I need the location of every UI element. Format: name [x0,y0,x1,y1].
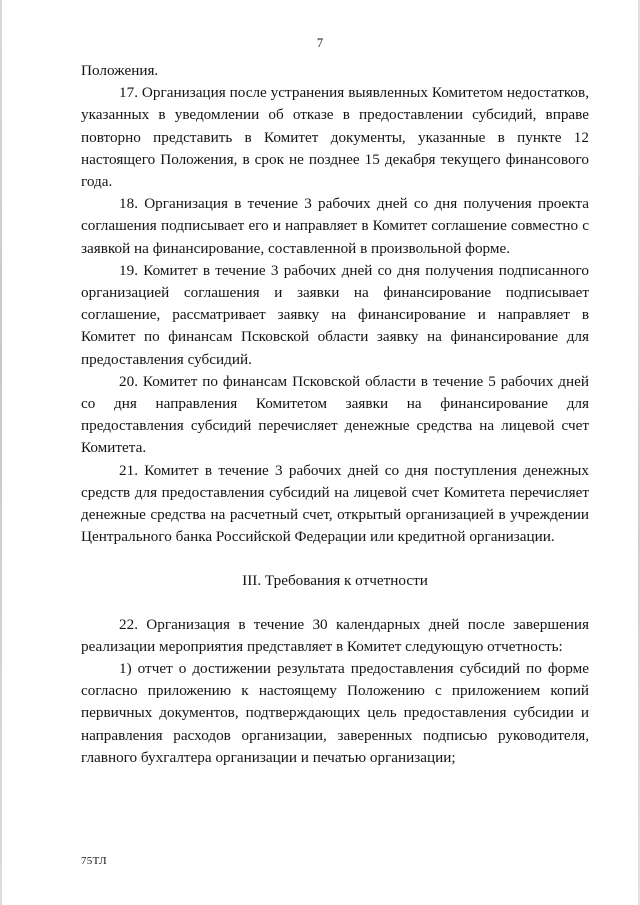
paragraph-22: 22. Организация в течение 30 календарных дней после завершения реализации мероприятия представляет в Комитет следующую отчетность: [81,615,589,655]
paragraph-20: 20. Комитет по финансам Псковской области в течение 5 рабочих дней со дня направления Комитетом заявки на финансирование для предоставления субсидий перечисляет денежные средства на лицевой счет Комитета. [81,372,589,457]
paragraph: Положения. [81,62,159,79]
paragraph-22-item-1: 1) отчет о достижении результата предоставления субсидий по форме согласно приложению к настоящему Положению с приложением копий первичных документов, подтверждающих цель предоставления субсидии и направления расходов организации, заверенных подписью руководителя, главного бухгалтера организации и печатью организации; [81,660,589,766]
footer-code: 75ТЛ [81,855,107,867]
paragraph-21: 21. Комитет в течение 3 рабочих дней со дня поступления денежных средств для предоставления субсидий на лицевой счет Комитета перечисляет денежные средства на расчетный счет, открытый организацией в учреждении Центрального банка Российской Федерации или кредитной организации. [81,461,589,546]
page-number: 7 [316,36,324,50]
document-body [81,60,589,769]
paragraph-17: 17. Организация после устранения выявленных Комитетом недостатков, указанных в уведомлении об отказе в предоставлении субсидий, вправе повторно представить в Комитет документы, указанные в пункте 12 настоящего Положения, в срок не позднее 15 декабря текущего финансового года. [81,84,589,191]
scan-edge-left [0,0,2,905]
section-title: III. Требования к отчетности [242,572,428,590]
paragraph-19: 19. Комитет в течение 3 рабочих дней со дня получения подписанного организацией соглашения и заявки на финансирование подписывает соглашение, рассматривает заявку на финансирование и направляет в Комитет по финансам Псковской области заявку на финансирование для предоставления субсидий. [81,261,589,368]
paragraph-18: 18. Организация в течение 3 рабочих дней со дня получения проекта соглашения подписывает его и направляет в Комитет соглашение совместно с заявкой на финансирование, составленной в произвольной форме. [81,195,589,257]
